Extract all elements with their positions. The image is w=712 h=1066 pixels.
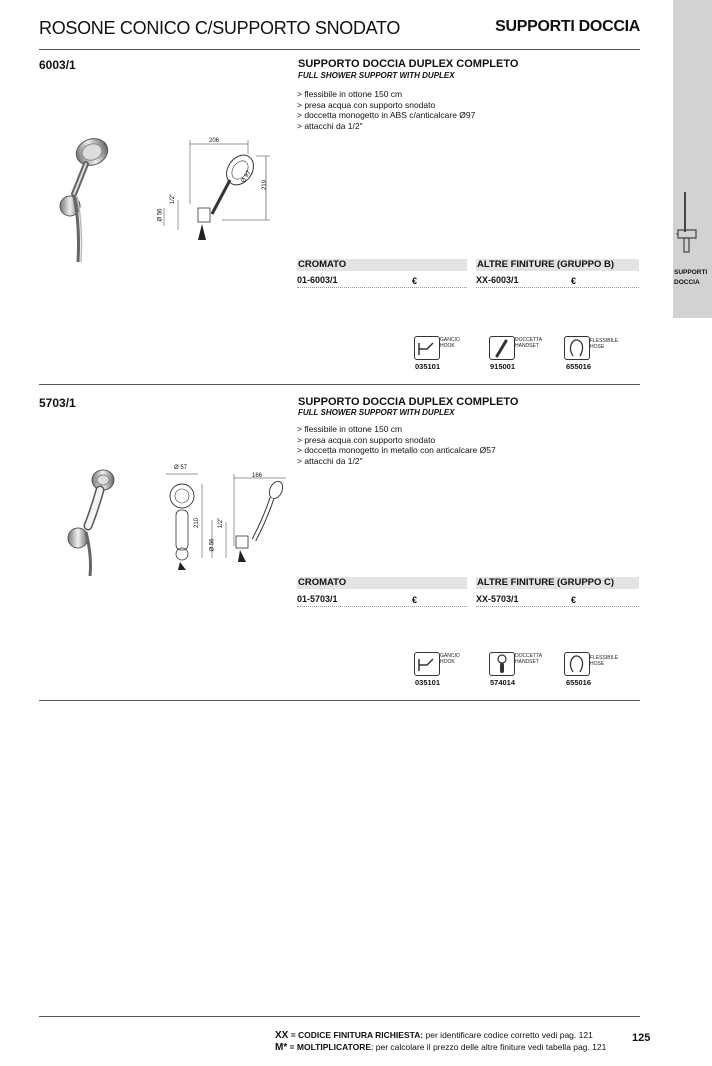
feature-list xyxy=(297,89,475,131)
hose-accessory-icon[interactable] xyxy=(564,652,590,676)
feature-item: > doccetta monogetto in metallo con anticalcare Ø57 xyxy=(297,445,496,455)
product-title: SUPPORTO DOCCIA DUPLEX COMPLETO xyxy=(298,396,519,408)
accessory-code: 655016 xyxy=(566,362,592,371)
dim-connection: 1/2" xyxy=(218,517,225,529)
finish-label-other: ALTRE FINITURE (GRUPPO B) xyxy=(477,259,615,270)
dim-width: 166 xyxy=(252,473,263,479)
hook-accessory-icon[interactable] xyxy=(414,652,440,676)
feature-item: > flessibile in ottone 150 cm xyxy=(297,424,403,434)
product-finish-code: XX-6003/1 xyxy=(476,275,519,285)
dim-width: 206 xyxy=(209,138,220,144)
finish-label-other: ALTRE FINITURE (GRUPPO C) xyxy=(477,577,615,588)
accessory-label: FLESSIBILE HOSE xyxy=(590,338,619,350)
product-subtitle: FULL SHOWER SUPPORT WITH DUPLEX xyxy=(298,408,455,417)
handset-accessory-icon[interactable] xyxy=(489,336,515,360)
product-code: 5703/1 xyxy=(39,396,76,410)
accessory-label: DOCCETTA HANDSET xyxy=(515,337,543,349)
dim-base-diameter: Ø 56 xyxy=(209,538,216,552)
row-divider xyxy=(476,287,639,288)
page-number: 125 xyxy=(632,1032,651,1044)
accessory-label: DOCCETTA HANDSET xyxy=(515,653,543,665)
price-currency: € xyxy=(412,595,418,605)
accessory-code: 915001 xyxy=(490,362,516,371)
product-photo xyxy=(44,134,124,264)
header-divider xyxy=(39,49,640,50)
accessory-code: 035101 xyxy=(415,362,441,371)
row-divider xyxy=(297,287,467,288)
side-tab-label: SUPPORTI DOCCIA xyxy=(674,269,708,286)
accessory-code: 574014 xyxy=(490,678,516,687)
accessory-code: 655016 xyxy=(566,678,592,687)
technical-drawing xyxy=(156,134,276,244)
accessory-label: GANCIO HOOK xyxy=(440,653,460,665)
product-divider xyxy=(39,384,640,385)
dim-head-diameter: Ø 97 xyxy=(240,169,253,185)
section-title: SUPPORTI DOCCIA xyxy=(495,18,640,35)
product-divider xyxy=(39,700,640,701)
feature-item: > presa acqua con supporto snodato xyxy=(297,99,436,110)
price-currency: € xyxy=(571,276,577,286)
finish-label-standard: CROMATO xyxy=(298,259,347,270)
row-divider xyxy=(476,606,639,607)
dim-height: 210 xyxy=(194,517,201,529)
handset-accessory-icon[interactable] xyxy=(489,652,515,676)
feature-item: > attacchi da 1/2" xyxy=(297,455,363,466)
feature-item: > presa acqua con supporto snodato xyxy=(297,434,436,445)
dim-connection: 1/2" xyxy=(170,193,177,205)
product-finish-code: XX-5703/1 xyxy=(476,594,519,604)
price-currency: € xyxy=(571,595,577,605)
accessory-label: FLESSIBILE HOSE xyxy=(590,655,619,667)
footer-note-multiplier: M* = MOLTIPLICATORE: per calcolare il prezzo delle altre finiture vedi tabella pag. 121 xyxy=(275,1042,607,1053)
product-title: SUPPORTO DOCCIA DUPLEX COMPLETO xyxy=(298,58,519,70)
feature-item: > flessibile in ottone 150 cm xyxy=(297,89,403,99)
feature-list xyxy=(297,424,496,466)
price-currency: € xyxy=(412,276,418,286)
technical-drawing xyxy=(160,466,300,576)
feature-item: > doccetta monogetto in ABS c/anticalcare Ø97 xyxy=(297,110,476,120)
hose-accessory-icon[interactable] xyxy=(564,336,590,360)
dim-height: 219 xyxy=(262,179,269,191)
feature-item: > attacchi da 1/2" xyxy=(297,120,363,131)
dim-base-diameter: Ø 56 xyxy=(157,208,164,222)
product-photo xyxy=(56,466,126,578)
product-finish-code: 01-6003/1 xyxy=(297,275,338,285)
product-finish-code: 01-5703/1 xyxy=(297,594,338,604)
footer-divider xyxy=(39,1016,640,1017)
product-subtitle: FULL SHOWER SUPPORT WITH DUPLEX xyxy=(298,71,455,80)
dim-head-diameter: Ø 57 xyxy=(174,465,188,471)
footer-note-finish-code: XX = CODICE FINITURA RICHIESTA: per identificare codice corretto vedi pag. 121 xyxy=(275,1030,593,1041)
row-divider xyxy=(297,606,467,607)
shower-support-icon xyxy=(676,192,700,256)
hook-accessory-icon[interactable] xyxy=(414,336,440,360)
product-code: 6003/1 xyxy=(39,58,76,72)
page-title: ROSONE CONICO C/SUPPORTO SNODATO xyxy=(39,18,401,38)
accessory-code: 035101 xyxy=(415,678,441,687)
accessory-label: GANCIO HOOK xyxy=(440,337,460,349)
finish-label-standard: CROMATO xyxy=(298,577,347,588)
